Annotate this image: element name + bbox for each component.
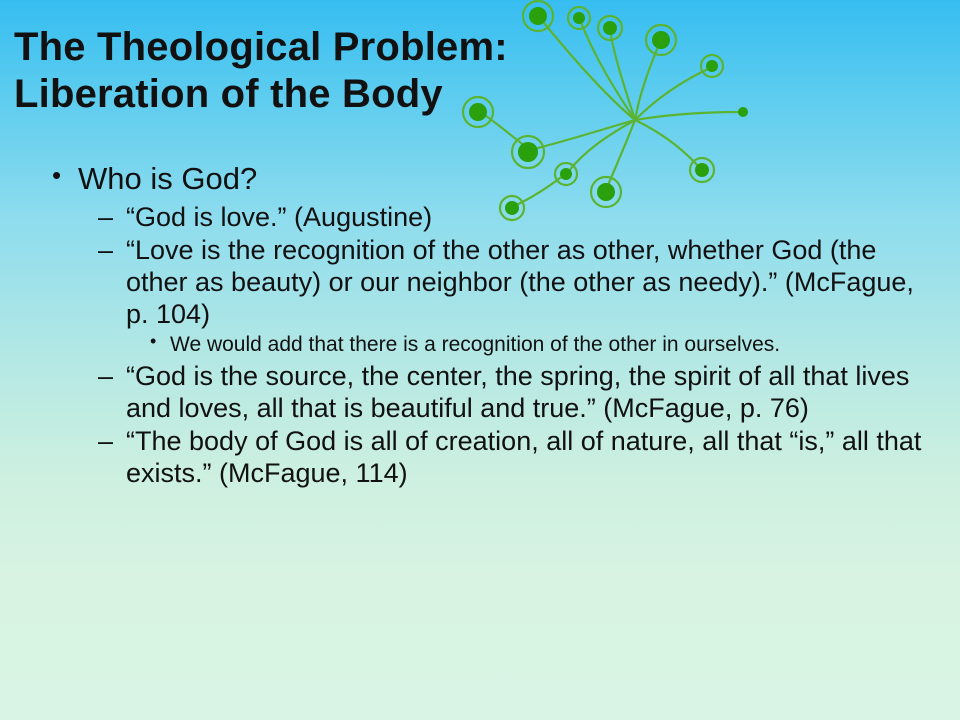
bullet-list-level-2 [40,202,930,330]
bullet-item [40,332,930,357]
bullet-item [40,426,930,489]
title-line-1: The Theological Problem: [14,25,508,69]
bullet-marker-dash-icon: – [98,426,114,457]
bullet-text: We would add that there is a recognition of the other in ourselves. [170,333,781,357]
bullet-item [40,160,930,198]
bullet-item [40,361,930,424]
bullet-list-level-1 [40,160,930,198]
bullet-text: “God is the source, the center, the spring, the spirit of all that lives and loves, all that is beautiful and true.” (McFague, p. 76) [126,361,910,423]
title-line-2: Liberation of the Body [14,72,443,117]
bullet-marker-dot-icon: • [52,160,62,190]
slide-body [40,160,930,492]
bullet-list-level-3 [40,332,930,357]
bullet-marker-dash-icon: – [98,361,114,392]
bullet-text: “Love is the recognition of the other as other, whether God (the other as beauty) or our neighbor (the other as needy).” (McFague, p. 104) [126,235,914,329]
bullet-item [40,235,930,330]
bullet-item [40,202,930,234]
bullet-text: “The body of God is all of creation, all of nature, all that “is,” all that exists.” (McFague, 114) [126,426,922,489]
bullet-marker-dot-icon: • [150,331,157,352]
bullet-text: Who is God? [78,161,258,196]
bullet-marker-dash-icon: – [98,235,114,266]
bullet-list-level-2-continued [40,361,930,489]
bullet-marker-dash-icon: – [98,201,114,232]
bullet-text: “God is love.” (Augustine) [126,201,433,232]
slide-title [14,24,634,118]
